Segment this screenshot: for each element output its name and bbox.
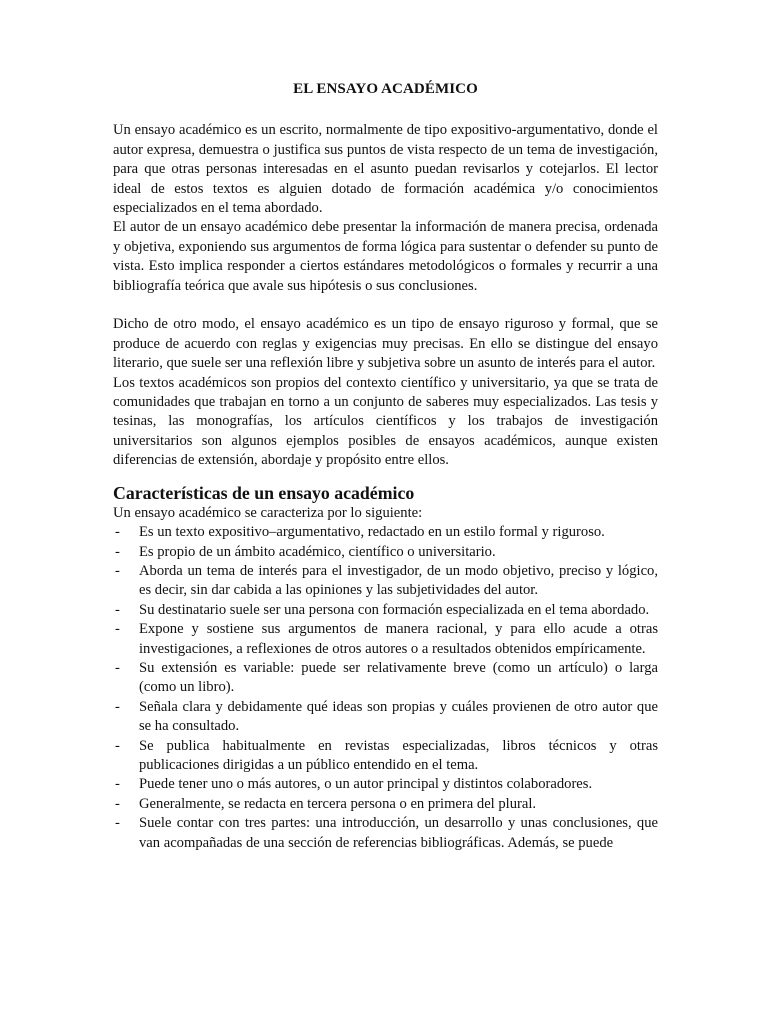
list-item: - Generalmente, se redacta en tercera persona o en primera del plural.	[113, 795, 658, 814]
section-intro: Un ensayo académico se caracteriza por lo siguiente:	[113, 504, 423, 521]
paragraph-other-words: Dicho de otro modo, el ensayo académico es un tipo de ensayo riguroso y formal, que se produce de acuerdo con reglas y exigencias muy precisas. En ello se distingue del ensayo literario, que suele ser una reflexión libre y subjetiva sobre un asunto de interés para el autor.	[113, 316, 658, 372]
list-item: - Aborda un tema de interés para el investigador, de un modo objetivo, preciso y lógico, es decir, sin dar cabida a las opiniones y las subjetividades del autor.	[113, 562, 658, 601]
paragraph-spacer	[113, 296, 658, 315]
document-page	[113, 80, 658, 853]
section-heading: Características de un ensayo académico	[113, 482, 415, 503]
paragraph-author-duties: El autor de un ensayo académico debe presentar la información de manera precisa, ordenada y objetiva, exponiendo sus argumentos de forma lógica para sustentar o defender su punto de vista. Esto implica responder a ciertos estándares metodológicos o formales y recurrir a una bibliografía teórica que avale sus hipótesis o sus conclusiones.	[113, 219, 658, 294]
list-item: - Expone y sostiene sus argumentos de manera racional, y para ello acude a otras investigaciones, a reflexiones de otros autores o a resultados obtenidos empíricamente.	[113, 620, 658, 659]
list-item: - Señala clara y debidamente qué ideas son propias y cuáles provienen de otro autor que se ha consultado.	[113, 698, 658, 737]
list-item: - Es propio de un ámbito académico, científico o universitario.	[113, 543, 658, 562]
paragraph-academic-texts: Los textos académicos son propios del contexto científico y universitario, ya que se trata de comunidades que trabajan en torno a un conjunto de saberes muy especializados. Las tesis y tesinas, las monografías, los artículos científicos y los trabajos de investigación universitarios son algunos ejemplos posibles de ensayos académicos, aunque existen diferencias de extensión, abordaje y propósito entre ellos.	[113, 374, 658, 469]
characteristics-list	[113, 523, 658, 853]
list-item: - Su extensión es variable: puede ser relativamente breve (como un artículo) o larga (como un libro).	[113, 659, 658, 698]
list-item: - Es un texto expositivo–argumentativo, redactado en un estilo formal y riguroso.	[113, 523, 658, 542]
document-title: EL ENSAYO ACADÉMICO	[293, 81, 478, 97]
list-item: - Suele contar con tres partes: una introducción, un desarrollo y unas conclusiones, que van acompañadas de una sección de referencias bibliográficas. Además, se puede	[113, 814, 658, 853]
list-item: - Puede tener uno o más autores, o un autor principal y distintos colaboradores.	[113, 775, 658, 794]
list-item: - Se publica habitualmente en revistas especializadas, libros técnicos y otras publicaciones dirigidas a un público entendido en el tema.	[113, 737, 658, 776]
paragraph-definition: Un ensayo académico es un escrito, normalmente de tipo expositivo-argumentativo, donde el autor expresa, demuestra o justifica sus puntos de vista respecto de un tema de investigación, para que otras personas interesadas en el asunto puedan revisarlos y cotejarlos. El lector ideal de estos textos es alguien dotado de formación académica y/o conocimientos especializados en el tema abordado.	[113, 122, 658, 217]
list-item: - Su destinatario suele ser una persona con formación especializada en el tema abordado.	[113, 601, 658, 620]
